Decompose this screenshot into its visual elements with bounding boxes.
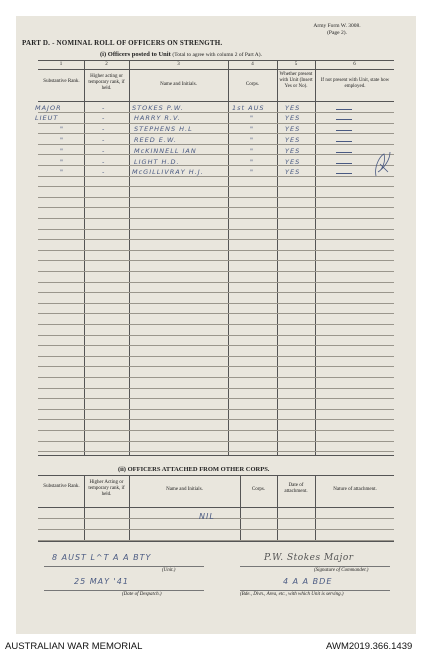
- row-higher: -: [102, 147, 106, 155]
- row-present: YES: [285, 114, 301, 122]
- header2-date: Date of attachment.: [284, 483, 308, 494]
- row-corps: ": [250, 147, 254, 155]
- section1-label: (i) Officers posted to Unit: [100, 51, 171, 58]
- row-name: STEPHENS H.L: [134, 125, 193, 133]
- ruled-line: [38, 313, 394, 314]
- col-number-2: 2: [105, 62, 108, 67]
- row-rank: ": [60, 125, 64, 133]
- ruled-line: [38, 518, 394, 519]
- part-title: PART D. - NOMINAL ROLL OF OFFICERS ON STRENGTH.: [22, 39, 223, 47]
- ruled-line: [38, 165, 394, 166]
- form-ref-line2: (Page 2).: [327, 30, 347, 36]
- ruled-line: [38, 218, 394, 219]
- ruled-line: [38, 123, 394, 124]
- ruled-line: [38, 366, 394, 367]
- form-ref-line1: Army Form W. 3008.: [313, 23, 361, 29]
- ruled-line: [38, 388, 394, 389]
- row-name: REED E.W.: [134, 136, 177, 144]
- col-number-1: 1: [59, 62, 63, 67]
- ruled-line: [38, 335, 394, 336]
- row-corps: ": [250, 168, 254, 176]
- ruled-line: [38, 540, 394, 541]
- ruled-line: [38, 271, 394, 272]
- ruled-line: [38, 229, 394, 230]
- row-present: YES: [285, 147, 301, 155]
- header-substantive-rank: Substantive Rank.: [43, 79, 80, 84]
- ruled-line: [38, 345, 394, 346]
- row-rank: ": [60, 158, 64, 166]
- header-employed: If not present with Unit, state how employed.: [320, 78, 390, 89]
- ruled-line: [38, 186, 394, 187]
- ruled-line: [38, 154, 394, 155]
- ruled-line: [38, 356, 394, 357]
- commander-signature: P.W. Stokes Major: [264, 553, 354, 563]
- ruled-line: [38, 430, 394, 431]
- col-number-6: 6: [353, 62, 356, 67]
- row-name: STOKES P.W.: [132, 104, 184, 112]
- ruled-line: [38, 451, 394, 452]
- ruled-line: [38, 377, 394, 378]
- row-present: YES: [285, 168, 301, 176]
- row-rank: ": [60, 147, 64, 155]
- header2-higher-rank: Higher Acting or temporary rank, if held.: [88, 480, 125, 497]
- ruled-line: [38, 282, 394, 283]
- header2-nature: Nature of attachment.: [333, 487, 377, 492]
- signature-label: (Signature of Commander.): [314, 568, 369, 573]
- row-name: LIGHT H.D.: [134, 158, 180, 166]
- col-number-3: 3: [177, 62, 180, 67]
- row-name: HARRY R.V.: [134, 114, 181, 122]
- ruled-line: [38, 239, 394, 240]
- row-present: YES: [285, 125, 301, 133]
- row-rank: MAJOR: [35, 104, 62, 112]
- section2-title: (ii) OFFICERS ATTACHED FROM OTHER CORPS.: [118, 466, 270, 473]
- header-corps: Corps.: [245, 82, 260, 87]
- ruled-line: [38, 250, 394, 251]
- credit-right: AWM2019.366.1439: [326, 641, 413, 652]
- ruled-line: [38, 398, 394, 399]
- ruled-line: [38, 529, 394, 530]
- ruled-line: [38, 292, 394, 293]
- ruled-line: [38, 324, 394, 325]
- row-corps: ": [250, 136, 254, 144]
- header2-substantive-rank: Substantive Rank.: [43, 484, 80, 489]
- row-present: YES: [285, 104, 301, 112]
- nil-entry: NIL: [199, 512, 215, 521]
- ruled-line: [38, 197, 394, 198]
- row-corps: ": [250, 125, 254, 133]
- row-rank: ": [60, 168, 64, 176]
- row-rank: ": [60, 136, 64, 144]
- initials-scribble: [372, 150, 394, 180]
- unit-label: (Unit.): [162, 568, 176, 573]
- nil-dash: [336, 119, 352, 120]
- col-number-5: 5: [294, 62, 298, 67]
- brigade-handwritten: 4 A A BDE: [283, 577, 333, 586]
- nil-dash: [336, 152, 352, 153]
- form-reference: [297, 23, 377, 37]
- row-higher: -: [102, 104, 106, 112]
- brigade-label: (Bde., Divn., Area, etc., with which Unit is serving.): [240, 592, 344, 597]
- despatch-date-handwritten: 25 MAY '41: [74, 577, 129, 586]
- row-corps: 1st AUS: [232, 104, 265, 112]
- row-corps: ": [250, 158, 254, 166]
- row-higher: -: [102, 158, 106, 166]
- nil-dash: [336, 173, 352, 174]
- section1-note: (Total to agree with column 2 of Part A).: [172, 52, 262, 58]
- row-name: McKINNELL IAN: [134, 147, 197, 155]
- ruled-line: [38, 112, 394, 113]
- row-name: McGILLIVRAY H.J.: [132, 168, 204, 176]
- ruled-line: [38, 144, 394, 145]
- ruled-line: [38, 260, 394, 261]
- header-present: Whether present with Unit (Insert Yes or No).: [279, 72, 313, 89]
- row-higher: -: [102, 125, 106, 133]
- ruled-line: [38, 207, 394, 208]
- ruled-line: [38, 419, 394, 420]
- col-number-4: 4: [251, 62, 254, 67]
- nil-dash: [336, 130, 352, 131]
- row-present: YES: [285, 136, 301, 144]
- nil-dash: [336, 141, 352, 142]
- header-higher-rank: Higher acting or temporary rank, if held.: [88, 74, 125, 91]
- row-rank: LIEUT: [35, 114, 59, 122]
- ruled-line: [38, 409, 394, 410]
- header-name-initials: Name and Initials.: [160, 82, 197, 87]
- row-higher: -: [102, 114, 106, 122]
- ruled-line: [38, 303, 394, 304]
- row-higher: -: [102, 168, 106, 176]
- despatch-date-label: (Date of Despatch.): [122, 592, 162, 597]
- section1-title: [100, 51, 262, 58]
- row-present: YES: [285, 158, 301, 166]
- credit-left: AUSTRALIAN WAR MEMORIAL: [5, 641, 143, 652]
- header2-corps: Corps.: [251, 487, 266, 492]
- ruled-line: [38, 441, 394, 442]
- ruled-line: [38, 176, 394, 177]
- ruled-line: [38, 133, 394, 134]
- unit-handwritten: 8 AUST L^T A A BTY: [52, 553, 152, 562]
- row-corps: ": [250, 114, 254, 122]
- nil-dash: [336, 109, 352, 110]
- row-higher: -: [102, 136, 106, 144]
- nil-dash: [336, 163, 352, 164]
- header2-name-initials: Name and Initials.: [166, 487, 203, 492]
